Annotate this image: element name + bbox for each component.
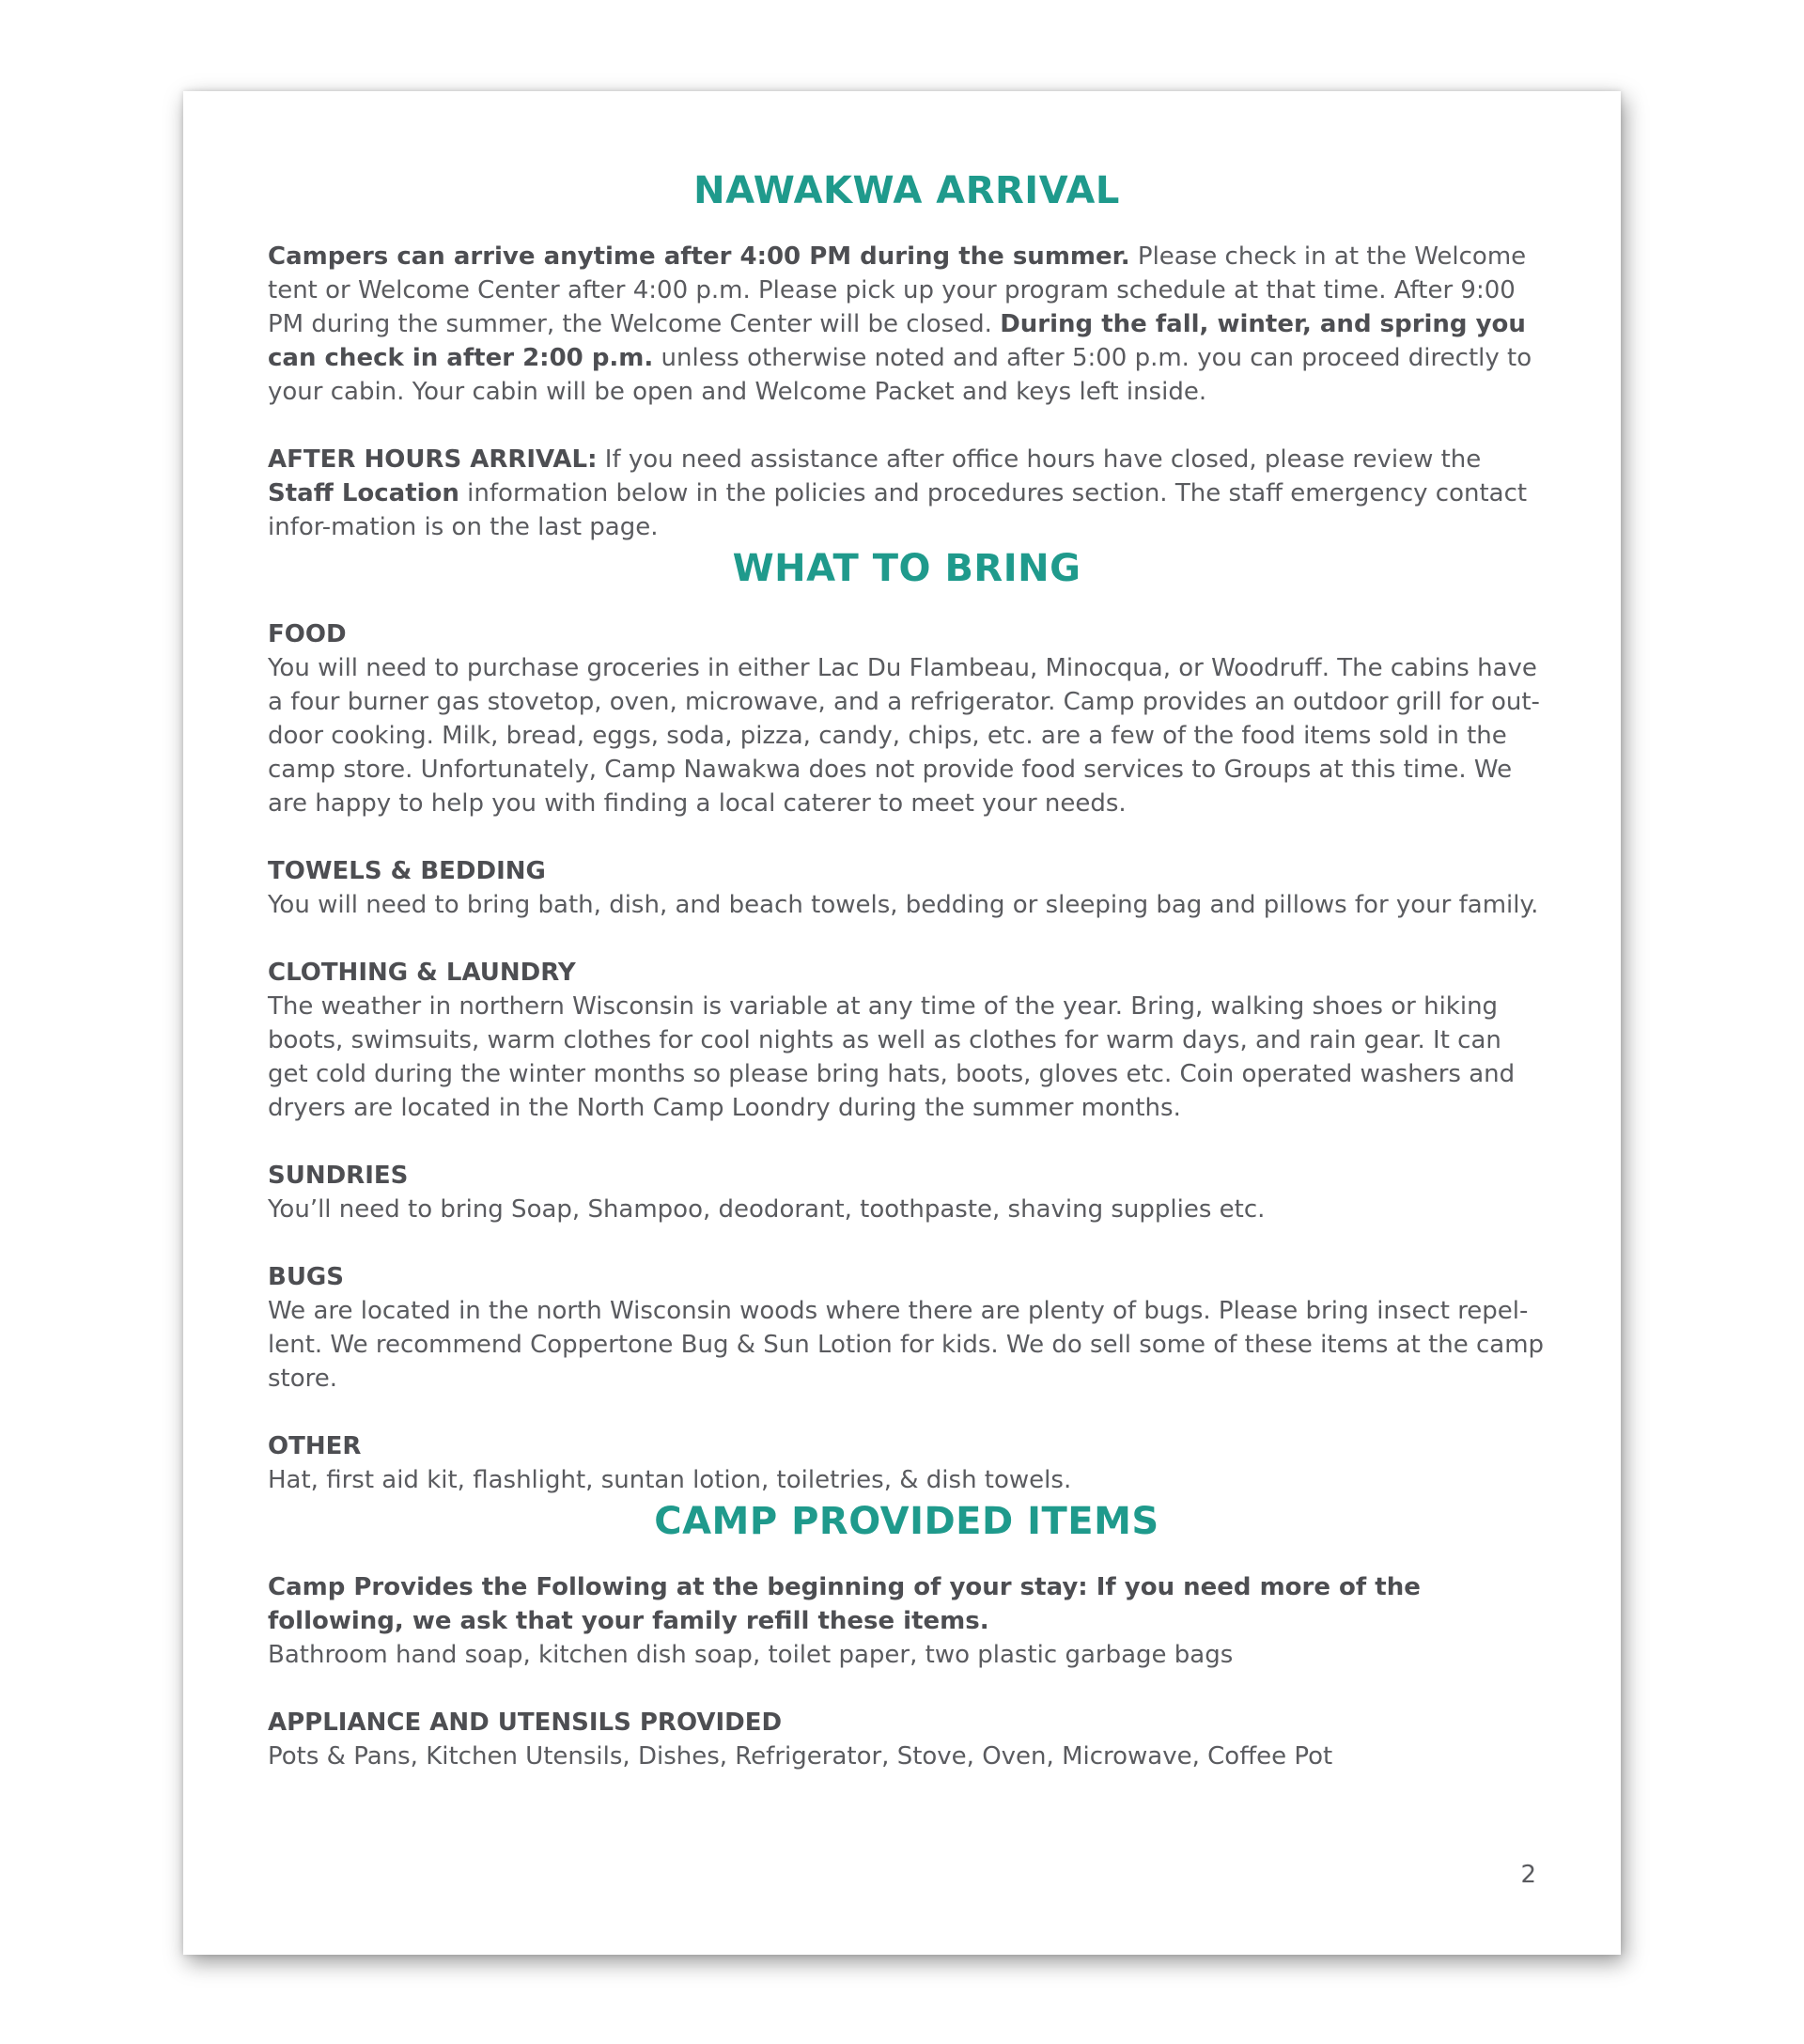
- provided-appliances: [268, 1706, 1546, 1773]
- bring-item-other: [268, 1429, 1546, 1497]
- bring-item-title: BUGS: [268, 1263, 344, 1291]
- provided-intro: [268, 1570, 1546, 1638]
- bring-heading: WHAT TO BRING: [732, 547, 1081, 590]
- after-hours-paragraph: [268, 443, 1546, 544]
- document-page: [183, 91, 1621, 1955]
- bring-item-title: CLOTHING & LAUNDRY: [268, 959, 576, 987]
- staff-location-bold: Staff Location: [268, 479, 459, 507]
- bring-item-title: FOOD: [268, 620, 347, 648]
- provided-intro-bold: Camp Provides the Following at the beginning of your stay: If you need more of the following, we ask that your family refill these items.: [268, 1573, 1421, 1635]
- bring-item-text: The weather in northern Wisconsin is variable at any time of the year. Bring, walking shoes or hiking boots, swimsuits, warm clothes for cool nights as well as clothes for warm days, and rain gear. It can get cold during the winter months so please bring hats, boots, gloves etc. Coin operated washers and dryers are located in the North Camp Loondry during the summer months.: [268, 992, 1516, 1122]
- after-hours-label: AFTER HOURS ARRIVAL:: [268, 445, 598, 474]
- page-content: [268, 166, 1546, 1773]
- after-hours-text-end: information below in the policies and procedures section. The staff emergency contact infor-mation is on the last page.: [268, 479, 1528, 541]
- arrival-offseason-bold: During the fall, winter, and spring you can check in after 2:00 p.m.: [268, 310, 1526, 372]
- arrival-summer-text: Please check in at the Welcome tent or Welcome Center after 4:00 p.m. Please pick up your program schedule at that time. After 9:00 PM during the summer, the Welcome Center will be closed.: [268, 242, 1527, 338]
- bring-item-title: OTHER: [268, 1432, 362, 1460]
- arrival-heading: NAWAKWA ARRIVAL: [693, 169, 1120, 212]
- provided-consumables: [268, 1570, 1546, 1672]
- bring-item-clothing: [268, 956, 1546, 1125]
- page-number: 2: [1520, 1861, 1536, 1889]
- bring-item-text: We are located in the north Wisconsin woods where there are plenty of bugs. Please bring insect repel-lent. We recommend Coppertone Bug & Sun Lotion for kids. We do sell some of these items at the camp store.: [268, 1297, 1545, 1393]
- arrival-offseason-text: unless otherwise noted and after 5:00 p.m. you can proceed directly to your cabin. Your cabin will be open and Welcome Packet and keys left inside.: [268, 344, 1532, 406]
- appliances-title: APPLIANCE AND UTENSILS PROVIDED: [268, 1709, 783, 1737]
- appliances-list: Pots & Pans, Kitchen Utensils, Dishes, Refrigerator, Stove, Oven, Microwave, Coffee Pot: [268, 1742, 1333, 1771]
- after-hours-text: If you need assistance after office hours have closed, please review the: [597, 445, 1482, 474]
- provided-heading: CAMP PROVIDED ITEMS: [654, 1500, 1159, 1543]
- bring-item-towels: [268, 854, 1546, 922]
- bring-item-text: You will need to bring bath, dish, and beach towels, bedding or sleeping bag and pillows for your family.: [268, 891, 1539, 919]
- bring-item-sundries: [268, 1159, 1546, 1226]
- bring-item-title: SUNDRIES: [268, 1162, 409, 1190]
- bring-item-text: Hat, first aid kit, flashlight, suntan lotion, toiletries, & dish towels.: [268, 1466, 1072, 1494]
- arrival-paragraph: [268, 240, 1546, 409]
- bring-item-bugs: [268, 1260, 1546, 1396]
- bring-item-text: You will need to purchase groceries in either Lac Du Flambeau, Minocqua, or Woodruff. The cabins have a four burner gas stovetop, oven, microwave, and a refrigerator. Camp provides an outdoor grill for out-door cooking. Milk, bread, eggs, soda, pizza, candy, chips, etc. are a few of the food items sold in the camp store. Unfortunately, Camp Nawakwa does not provide food services to Groups at this time. We are happy to help you with finding a local caterer to meet your needs.: [268, 654, 1540, 818]
- bring-item-food: [268, 617, 1546, 820]
- arrival-summer-bold: Campers can arrive anytime after 4:00 PM during the summer.: [268, 242, 1130, 271]
- bring-item-title: TOWELS & BEDDING: [268, 857, 546, 885]
- provided-consumables-list: Bathroom hand soap, kitchen dish soap, toilet paper, two plastic garbage bags: [268, 1641, 1234, 1669]
- bring-item-text: You’ll need to bring Soap, Shampoo, deodorant, toothpaste, shaving supplies etc.: [268, 1195, 1266, 1224]
